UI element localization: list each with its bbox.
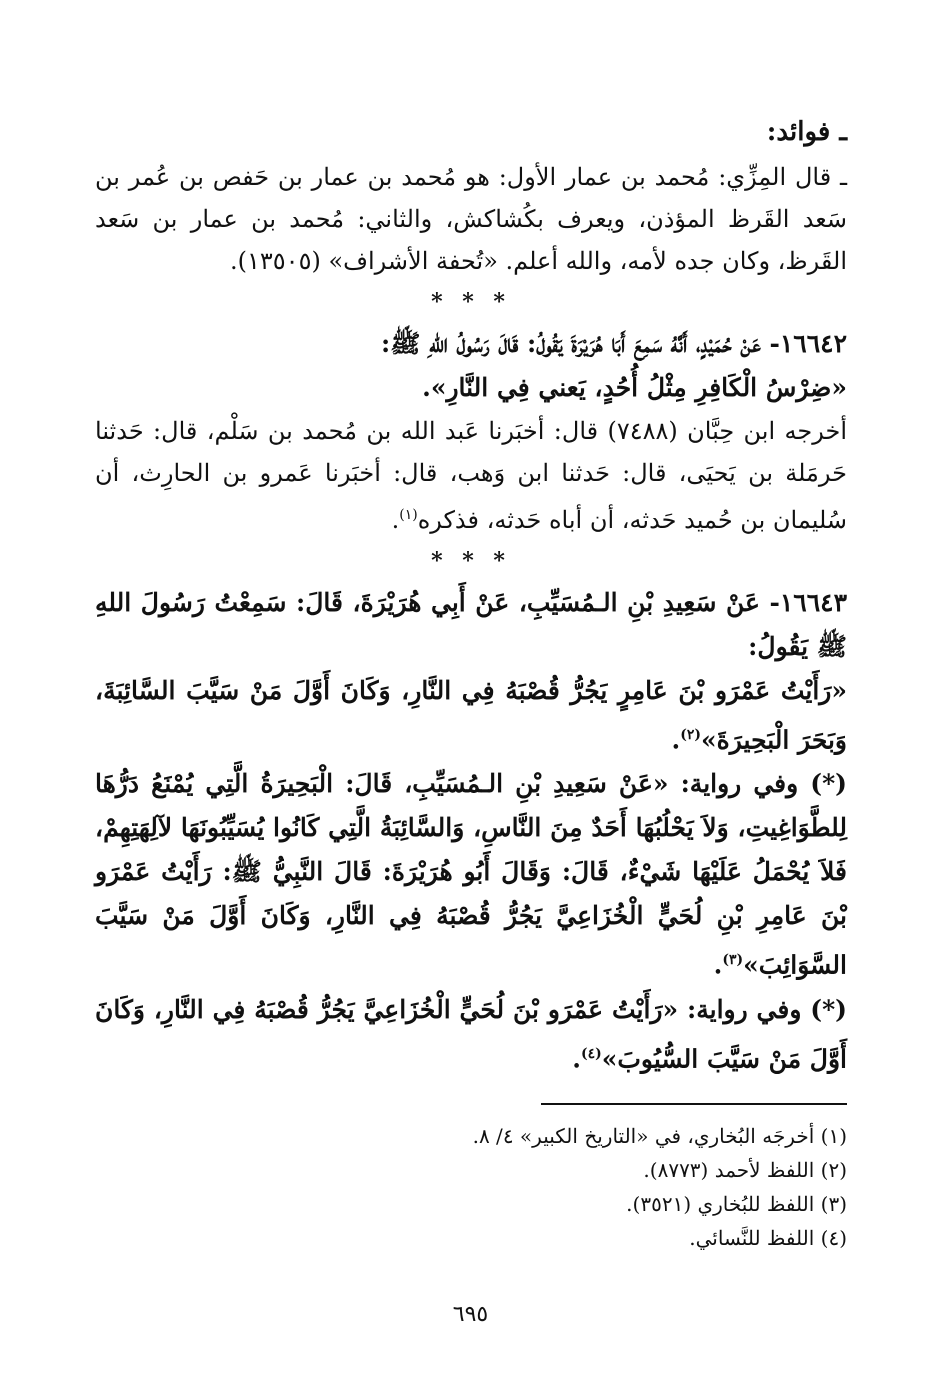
separator-stars: * * * [431, 548, 511, 574]
footnote-marker: (٢) [680, 727, 702, 743]
footnote-1: (١) أخرجَه البُخاري، في «التاريخ الكبير» ٤/ ٨. [472, 1123, 847, 1148]
quote-text: «رَأَيْتُ عَمْرَو بْنَ عَامِرٍ يَجُرُّ قُصْبَهُ فِي النَّارِ، وَكَانَ أَوَّلَ مَنْ سَيَّبَ السَّائِبَةَ، وَبَحَرَ الْبَحِيرَةَ» [95, 676, 847, 755]
footnote-divider [541, 1103, 847, 1105]
riwaya-1: (*) وفي رواية: «عَنْ سَعِيدِ بْنِ الـمُسَيِّبِ، قَالَ: الْبَحِيرَةُ الَّتِي يُمْنَعُ دَرُّهَا لِلطَّوَاغِيتِ، وَلاَ يَحْلُبُهَا أَحَدٌ مِنَ النَّاسِ، وَالسَّائِبَةُ الَّتِي كَانُوا يُسَيِّبُونَهَا لآلِهَتِهِمْ، فَلاَ يُحْمَلُ عَلَيْهَا شَيْءٌ، قَالَ: وَقَالَ أَبُو هُرَيْرَةَ: قَالَ النَّبِيُّ ﷺ: رَأَيْتُ عَمْرَو بْنَ عَامِرِ بْنِ لُحَيٍّ الْخُزَاعِيَّ يَجُرُّ قُصْبَهُ فِي النَّارِ، وَكَانَ أَوَّلَ مَنْ سَيَّبَ السَّوَائِبَ»$^{(٣)}$. [95, 769, 847, 980]
footnote-4: (٤) اللفظ للنَّسائي. [689, 1225, 847, 1250]
section-heading: ـ فوائد: [766, 117, 847, 147]
hadith-16643-quote: «رَأَيْتُ عَمْرَو بْنَ عَامِرٍ يَجُرُّ قُصْبَهُ فِي النَّارِ، وَكَانَ أَوَّلَ مَنْ سَيَّبَ السَّائِبَةَ، وَبَحَرَ الْبَحِيرَةَ»$^{(٢)}$. [95, 676, 847, 755]
hadith-16642-takhrij: أخرجه ابن حِبَّان (٧٤٨٨) قال: أخبَرنا عَبد الله بن مُحمد بن سَلْم، قال: حَدثنا حَرمَلة بن يَحيَى، قال: حَدثنا ابن وَهب، قال: أخبَرنا عَمرو بن الحارِث، أن سُليمان بن حُميد حَدثه، أن أباه حَدثه، فذكره$^{(١)}$. [95, 417, 847, 534]
takhrij-text: أخرجه ابن حِبَّان (٧٤٨٨) قال: أخبَرنا عَبد الله بن مُحمد بن سَلْم، قال: حَدثنا حَرمَلة بن يَحيَى، قال: حَدثنا ابن وَهب، قال: أخبَرنا عَمرو بن الحارِث، أن سُليمان بن حُميد حَدثه، أن أباه حَدثه، فذكره [95, 417, 847, 534]
separator-stars: * * * [431, 289, 511, 315]
footnote-3: (٣) اللفظ للبُخاري (٣٥٢١). [626, 1191, 847, 1216]
footnote-2: (٢) اللفظ لأحمد (٨٧٧٣). [643, 1157, 847, 1182]
hadith-16642-text: ١٦٦٤٢- عَنْ حُمَيْدٍ، أَنَّهُ سَمِعَ أَبَا هُرَيْرَةَ يَقُولُ: قَالَ رَسُولُ اللهِ ﷺ: [380, 329, 847, 358]
riwaya-2: (*) وفي رواية: «رَأَيْتُ عَمْرَو بْنَ لُحَيٍّ الْخُزَاعِيَّ يَجُرُّ قُصْبَهُ فِي النَّارِ، وَكَانَ أَوَّلَ مَنْ سَيَّبَ السُّيُوبَ»$^{(٤)}$. [95, 994, 847, 1073]
hadith-16642-quote: «ضِرْسُ الْكَافِرِ مِثْلُ أُحُدٍ، يَعني فِي النَّارِ». [422, 373, 847, 402]
page-body [95, 108, 847, 1348]
page-number: ٦٩٥ [452, 1302, 489, 1327]
footnote-marker: (٤) [580, 1045, 602, 1062]
hadith-16643-text: ١٦٦٤٣- عَنْ سَعِيدِ بْنِ الـمُسَيِّبِ، عَنْ أَبِي هُرَيْرَةَ، قَالَ: سَمِعْتُ رَسُولَ اللهِ ﷺ يَقُولُ: [95, 588, 847, 661]
riwaya-1-text: (*) وفي رواية: «عَنْ سَعِيدِ بْنِ الـمُسَيِّبِ، قَالَ: الْبَحِيرَةُ الَّتِي يُمْنَعُ دَرُّهَا لِلطَّوَاغِيتِ، وَلاَ يَحْلُبُهَا أَحَدٌ مِنَ النَّاسِ، وَالسَّائِبَةُ الَّتِي كَانُوا يُسَيِّبُونَهَا لآلِهَتِهِمْ، فَلاَ يُحْمَلُ عَلَيْهَا شَيْءٌ، قَالَ: وَقَالَ أَبُو هُرَيْرَةَ: قَالَ النَّبِيُّ ﷺ: رَأَيْتُ عَمْرَو بْنَ عَامِرِ بْنِ لُحَيٍّ الْخُزَاعِيَّ يَجُرُّ قُصْبَهُ فِي النَّارِ، وَكَانَ أَوَّلَ مَنْ سَيَّبَ السَّوَائِبَ» [95, 769, 847, 980]
footnote-marker: (١) [399, 507, 418, 523]
footnote-marker: (٣) [722, 952, 744, 969]
fawaid-paragraph: ـ قال المِزِّي: مُحمد بن عمار الأول: هو مُحمد بن عمار بن حَفص بن عُمر بن سَعد القَرظ المؤذن، ويعرف بكُشاكش، والثاني: مُحمد بن عمار بن سَعد القَرظ، وكان جده لأمه، والله أعلم. «تُحفة الأشراف» (١٣٥٠٥). [95, 163, 847, 275]
riwaya-2-text: (*) وفي رواية: «رَأَيْتُ عَمْرَو بْنَ لُحَيٍّ الْخُزَاعِيَّ يَجُرُّ قُصْبَهُ فِي النَّارِ، وَكَانَ أَوَّلَ مَنْ سَيَّبَ السُّيُوبَ» [95, 994, 847, 1073]
